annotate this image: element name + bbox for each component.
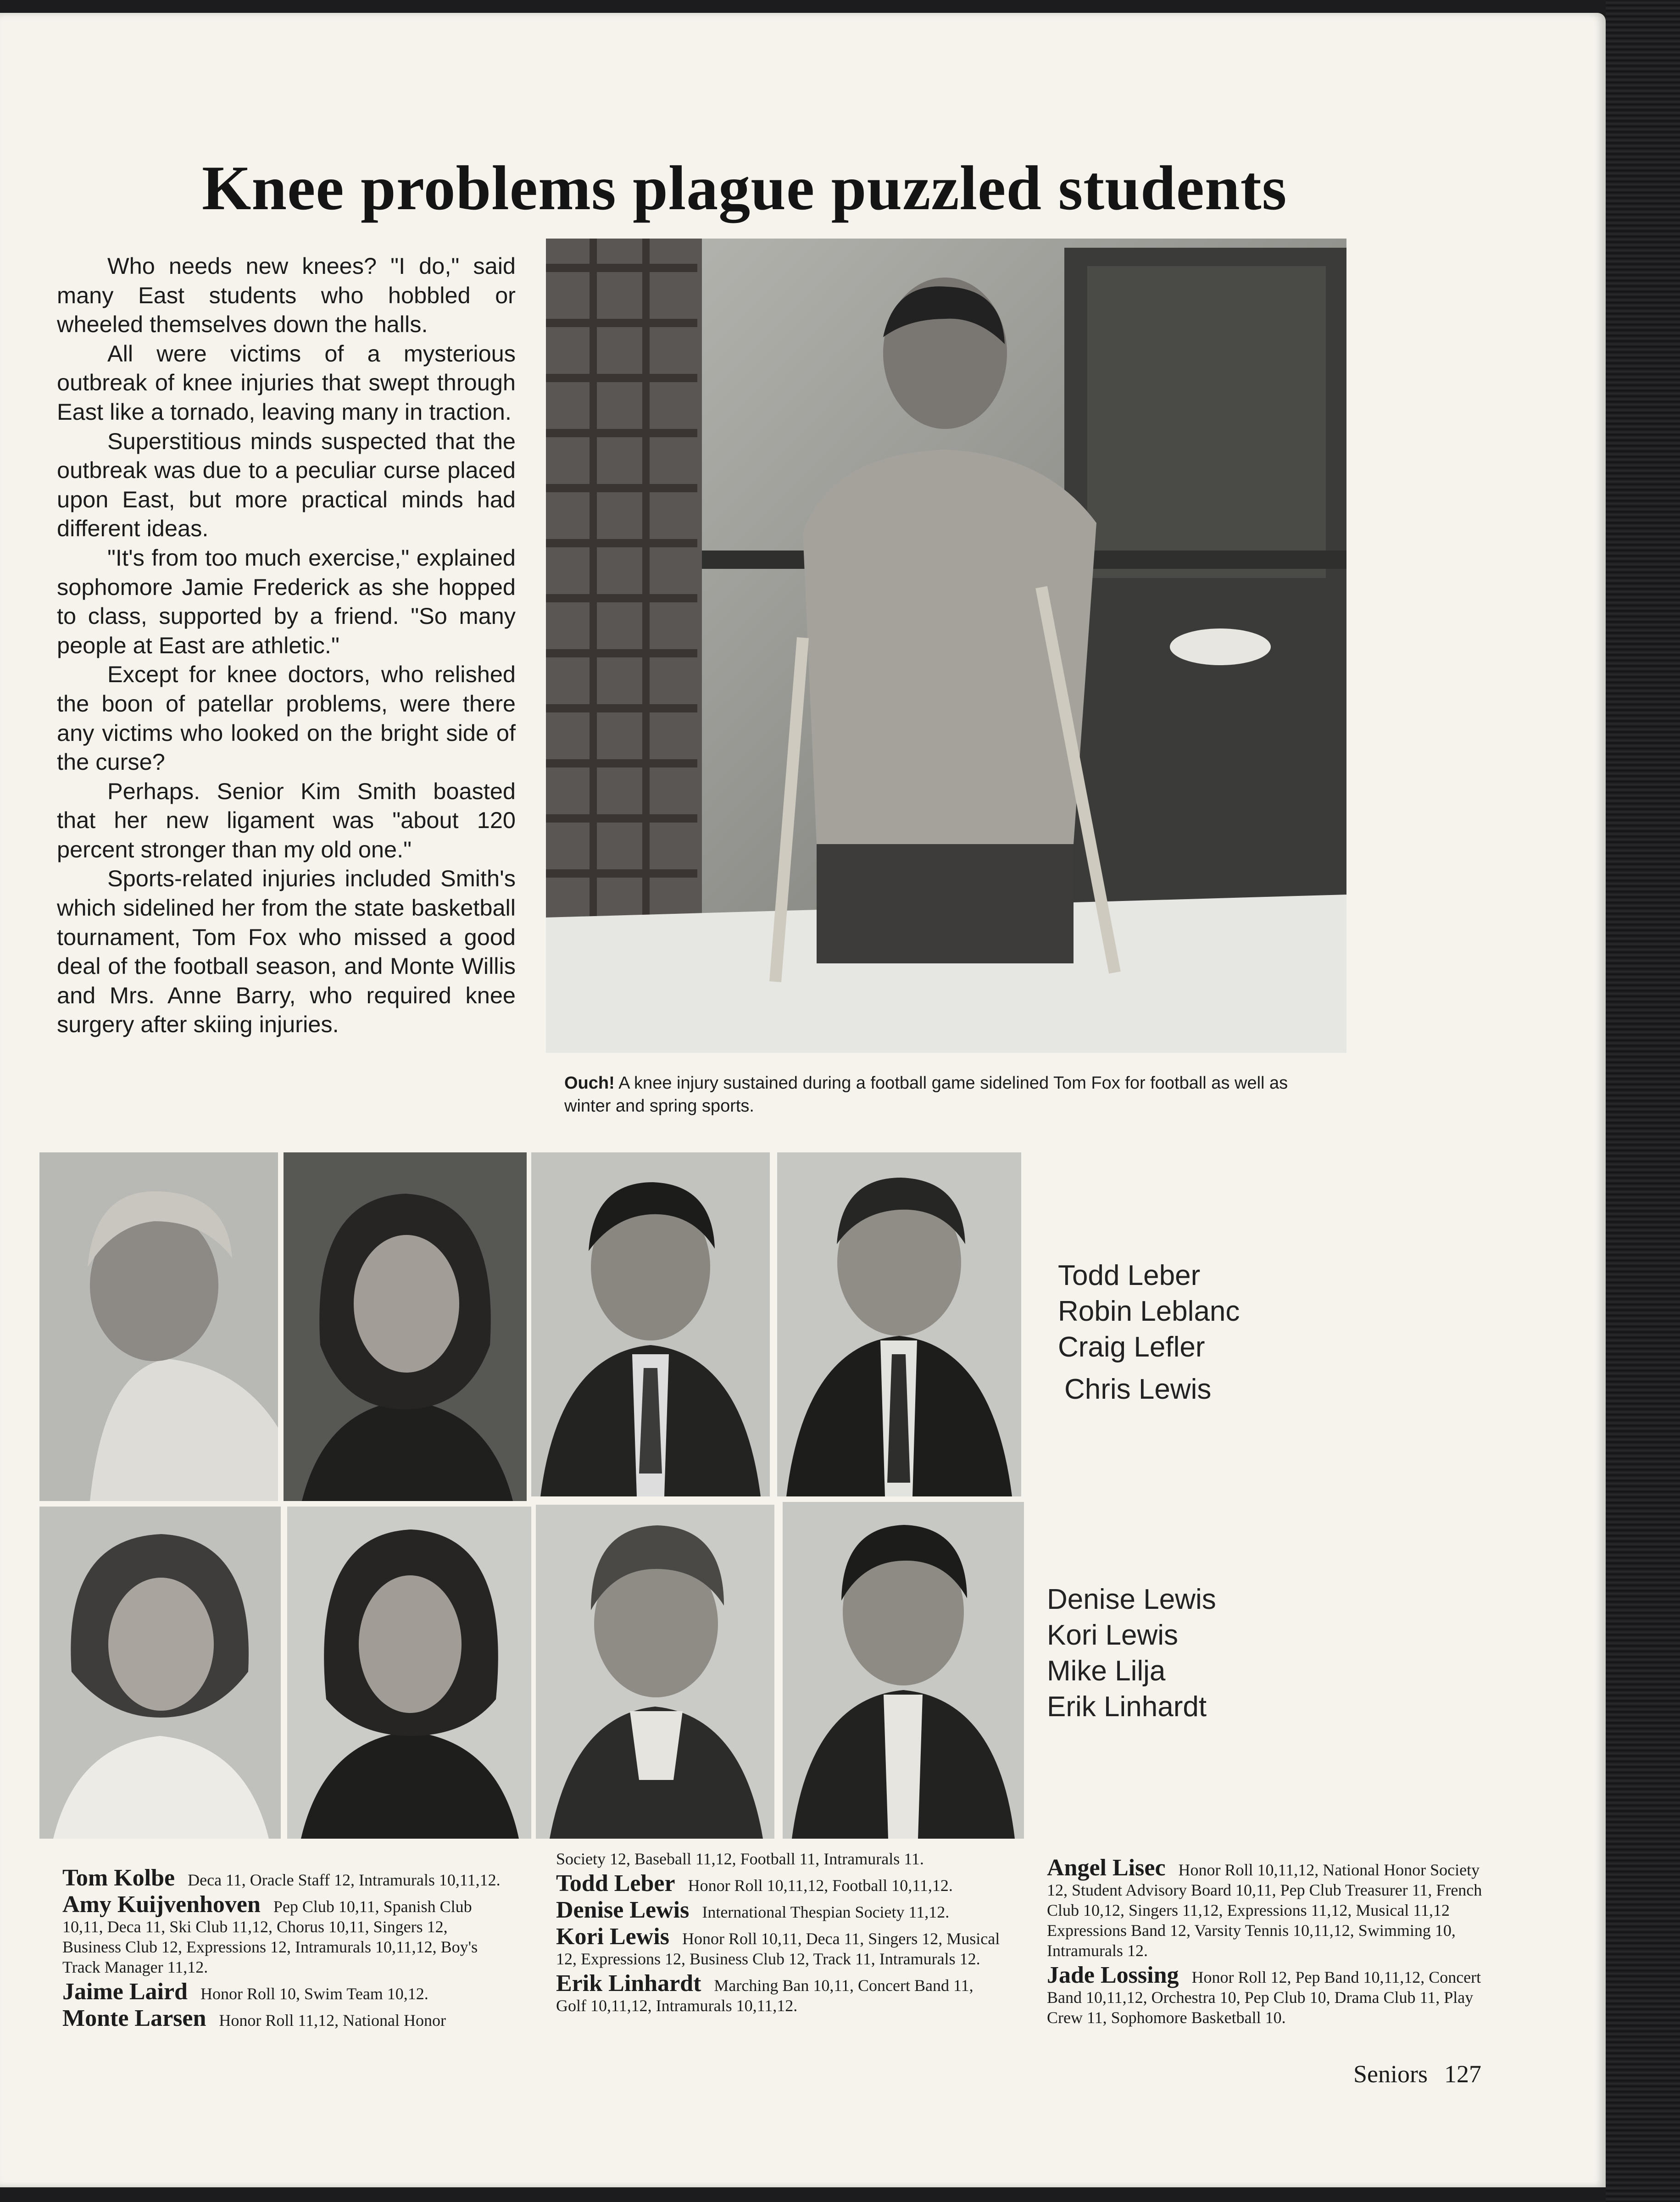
bio-entry <box>556 1897 1005 1923</box>
portrait-denise-lewis <box>39 1507 281 1839</box>
bio-text: Honor Roll 10,11,12, National Honor Society 12, Student Advisory Board 10,11, Pep Club Treasurer 11, French Club 10,12, Singers 11,12, Expressions 11,12, Musical 11,12 Expressions Band 12, Varsity Tennis 10,11,12, Swimming 10, Intramurals 12. <box>1047 1861 1482 1960</box>
bio-text: Pep Club 10,11, Spanish Club 10,11, Deca 11, Ski Club 11,12, Chorus 10,11, Singers 12, Business Club 12, Expressions 12, Intramurals 10,11,12, Boy's Track Manager 11,12. <box>62 1897 478 1976</box>
bio-text: International Thespian Society 11,12. <box>702 1903 950 1921</box>
book-binding <box>1606 0 1680 2202</box>
article-paragraph: Sports-related injuries included Smith's which sidelined her from the state basketball tournament, Tom Fox who missed a good deal of the football season, and Monte Willis and Mrs. Anne Barry, who required knee surgery after skiing injuries. <box>57 865 516 1038</box>
portrait-erik-linhardt <box>783 1502 1024 1839</box>
bio-name: Monte Larsen <box>62 2005 206 2031</box>
bio-name: Amy Kuijvenhoven <box>62 1891 261 1918</box>
bio-entry <box>62 1891 510 1977</box>
bio-entry <box>62 1865 510 1891</box>
portrait-name: Robin Leblanc <box>1058 1296 1240 1327</box>
portrait-name: Craig Lefler <box>1058 1331 1205 1363</box>
portrait-name: Mike Lilja <box>1047 1655 1166 1687</box>
bio-name: Kori Lewis <box>556 1924 669 1950</box>
article-paragraph: Superstitious minds suspected that the outbreak was due to a peculiar curse placed upon East, but more practical minds had different ideas. <box>57 428 516 542</box>
bios-column-2 <box>556 1849 1005 2020</box>
bio-entry <box>556 1970 1005 2016</box>
article-paragraph: Who needs new knees? "I do," said many East students who hobbled or wheeled themselves down the halls. <box>57 253 516 338</box>
crutches-photo <box>546 239 1346 1053</box>
bio-name: Jade Lossing <box>1047 1962 1179 1988</box>
bio-name: Todd Leber <box>556 1870 675 1896</box>
bio-entry <box>1047 1962 1495 2028</box>
bio-text: Honor Roll 10, Swim Team 10,12. <box>200 1985 428 2003</box>
portrait-name: Denise Lewis <box>1047 1584 1216 1615</box>
page-number: 127 <box>1444 2060 1481 2088</box>
photo-caption <box>564 1072 1317 1118</box>
bio-name: Angel Lisec <box>1047 1855 1166 1881</box>
article-paragraph: All were victims of a mysterious outbreak of knee injuries that swept through East like a tornado, leaving many in traction. <box>57 340 516 425</box>
portrait-craig-lefler <box>531 1152 770 1496</box>
bio-entry <box>1047 1855 1495 1961</box>
bio-entry <box>62 2005 510 2031</box>
article-paragraph: "It's from too much exercise," explained sophomore Jamie Frederick as she hopped to class, supported by a friend. "So many people at East are athletic." <box>57 544 516 658</box>
portrait-names-bottom <box>1047 1582 1216 1725</box>
portrait-name: Chris Lewis <box>1064 1373 1212 1405</box>
article-paragraph: Except for knee doctors, who relished the boon of patellar problems, were there any victims who looked on the bright side of the curse? <box>57 661 516 775</box>
portrait-names-top <box>1058 1258 1240 1407</box>
section-label: Seniors <box>1353 2060 1428 2088</box>
bio-entry <box>556 1870 1005 1896</box>
bio-text: Honor Roll 11,12, National Honor <box>219 2011 446 2030</box>
portrait-kori-lewis <box>287 1507 531 1839</box>
bio-text: Honor Roll 12, Pep Band 10,11,12, Concert Band 10,11,12, Orchestra 10, Pep Club 10, Drama Club 11, Play Crew 11, Sophomore Basketball 10. <box>1047 1968 1481 2027</box>
caption-text: A knee injury sustained during a football game sidelined Tom Fox for football as well as winter and spring sports. <box>564 1073 1288 1116</box>
bio-name: Denise Lewis <box>556 1897 690 1923</box>
bio-name: Jaime Laird <box>62 1979 188 2005</box>
bios-column-3 <box>1047 1855 1495 2032</box>
bio-entry <box>62 1979 510 2005</box>
portrait-name: Erik Linhardt <box>1047 1691 1207 1723</box>
portrait-name: Kori Lewis <box>1047 1619 1178 1651</box>
bio-entry <box>556 1924 1005 1969</box>
headline: Knee problems plague puzzled students <box>202 153 1287 223</box>
bios-column-1 <box>62 1865 510 2035</box>
portrait-chris-lewis <box>777 1152 1021 1496</box>
bio-text: Deca 11, Oracle Staff 12, Intramurals 10,11,12. <box>188 1871 501 1889</box>
caption-lead: Ouch! <box>564 1073 615 1093</box>
bio-name: Erik Linhardt <box>556 1970 701 1996</box>
bio-text: Marching Ban 10,11, Concert Band 11, Golf 10,11,12, Intramurals 10,11,12. <box>556 1976 974 2015</box>
portrait-robin-leblanc <box>284 1152 527 1501</box>
bio-text: Honor Roll 10,11,12, Football 10,11,12. <box>688 1876 953 1895</box>
bio-text: Honor Roll 10,11, Deca 11, Singers 12, Musical 12, Expressions 12, Business Club 12, Track 11, Intramurals 12. <box>556 1930 1000 1968</box>
portrait-mike-lilja <box>536 1505 774 1839</box>
portrait-name: Todd Leber <box>1058 1260 1201 1291</box>
article-paragraph: Perhaps. Senior Kim Smith boasted that her new ligament was "about 120 percent stronger than my old one." <box>57 778 516 862</box>
bio-continuation: Society 12, Baseball 11,12, Football 11, Intramurals 11. <box>556 1850 924 1868</box>
page-footer <box>1353 2060 1481 2088</box>
bio-name: Tom Kolbe <box>62 1865 175 1891</box>
article-body <box>57 251 516 1039</box>
portrait-todd-leber <box>39 1152 278 1501</box>
